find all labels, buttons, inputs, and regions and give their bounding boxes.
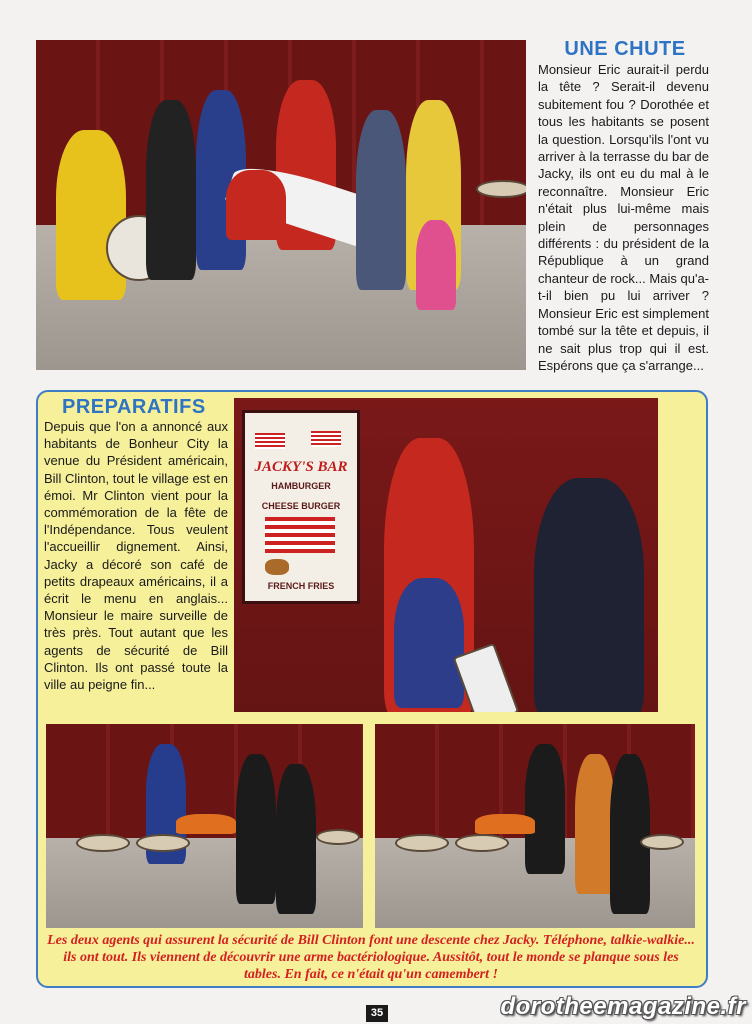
jacky-photo (234, 398, 658, 712)
agents-photo-right (375, 724, 695, 928)
article-title-une-chute: UNE CHUTE (564, 38, 686, 60)
menu-item: CHEESE BURGER (261, 501, 341, 511)
article-title-preparatifs: PREPARATIFS (62, 396, 206, 418)
watermark: dorotheemagazine.fr (500, 993, 746, 1020)
menu-item: HAMBURGER (271, 481, 331, 491)
flag-icon (265, 517, 335, 553)
article-body-une-chute: Monsieur Eric aurait-il perdu la tête ? Serait-il devenu subitement fou ? Dorothée et tous les habitants se posent la question. Lorsqu'ils l'ont vu arriver à la terrasse du bar de Jacky, ils ont eu du mal à le reconnaître. Monsieur Eric n'était plus lui-même mais plein de personnages différents : du président de la République à un grand chanteur de rock... Mais qu'a-t-il bien pu lui arriver ? Monsieur Eric est simplement tombé sur la tête et depuis, il ne sait plus trop qui il est. Espérons que ça s'arrange... (538, 62, 709, 373)
flag-icon (255, 433, 285, 449)
article-body-preparatifs: Depuis que l'on a annoncé aux habitants de Bonheur City la venue du Président américain, Bill Clinton, tout le village est en émoi. Mr Clinton vient pour la commémoration de la fête de l'Indépendance. Tous veulent l'accueillir dignement. Ainsi, Jacky a décoré son café de petits drapeaux américains, il a écrit le menu en anglais... Monsieur le maire surveille de très près. Tout autant que les agents de sécurité de Bill Clinton. Ils ont passé toute la ville au peigne fin... (44, 419, 228, 693)
agents-photo-left (46, 724, 363, 928)
hamburger-icon (265, 559, 289, 575)
flag-icon (311, 431, 341, 447)
page-number: 35 (366, 1005, 388, 1022)
chute-photo (36, 40, 526, 370)
menu-item: FRENCH FRIES (267, 581, 335, 591)
menu-board-title: JACKY'S BAR (254, 459, 348, 475)
menu-board (242, 410, 360, 604)
photo-caption: Les deux agents qui assurent la sécurité de Bill Clinton font une descente chez Jacky. Téléphone, talkie-walkie... ils ont tout. Ils viennent de découvrir une arme bactériologique. Aussitôt, tout le monde se planque sous les tables. En fait, ce n'était qu'un camembert ! (47, 933, 695, 982)
